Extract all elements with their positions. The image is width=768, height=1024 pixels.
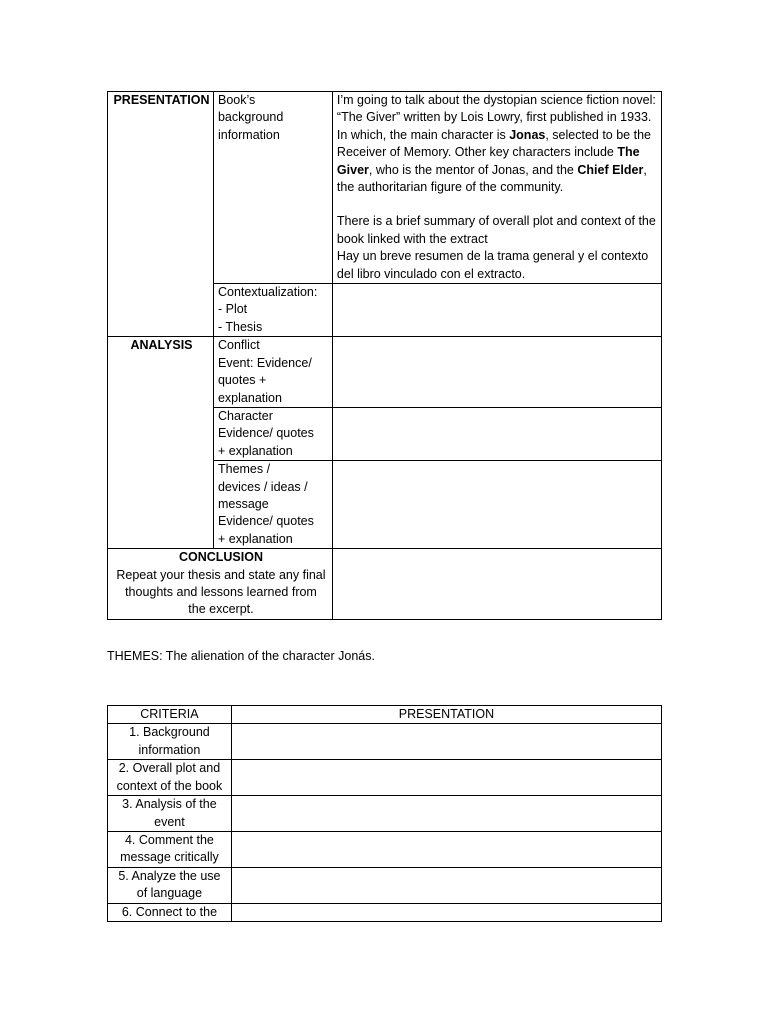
empty-answer-cell[interactable] xyxy=(332,461,661,549)
criteria-label-themes: Themes / devices / ideas / message Evidence/ quotes + explanation xyxy=(213,461,332,549)
table-row xyxy=(108,867,662,903)
empty-answer-cell[interactable] xyxy=(231,903,661,921)
empty-answer-cell[interactable] xyxy=(231,760,661,796)
conclusion-cell: CONCLUSION Repeat your thesis and state any final thoughts and lessons learned from the excerpt. xyxy=(108,549,333,620)
criteria-cell: 2. Overall plot and context of the book xyxy=(108,760,232,796)
criteria-label-character: Character Evidence/ quotes + explanation xyxy=(213,407,332,460)
criteria-cell: 4. Comment the message critically xyxy=(108,832,232,868)
table-row xyxy=(108,903,662,921)
criteria-cell: 3. Analysis of the event xyxy=(108,796,232,832)
table-row xyxy=(108,337,662,408)
themes-line: THEMES: The alienation of the character Jonás. xyxy=(107,649,375,663)
empty-answer-cell[interactable] xyxy=(332,407,661,460)
empty-answer-cell[interactable] xyxy=(332,337,661,408)
empty-answer-cell[interactable] xyxy=(231,832,661,868)
table-row xyxy=(108,760,662,796)
presentation-plan-table xyxy=(107,91,662,620)
criteria-cell: 6. Connect to the xyxy=(108,903,232,921)
table-row xyxy=(108,549,662,620)
empty-answer-cell[interactable] xyxy=(332,284,661,337)
criteria-table xyxy=(107,705,662,922)
empty-answer-cell[interactable] xyxy=(332,549,661,620)
conclusion-heading: CONCLUSION xyxy=(178,550,263,565)
empty-answer-cell[interactable] xyxy=(231,724,661,760)
criteria-cell: 5. Analyze the use of language xyxy=(108,867,232,903)
presentation-heading: PRESENTATION xyxy=(108,92,214,337)
table-row xyxy=(108,796,662,832)
presentation-text-cell: I’m going to talk about the dystopian science fiction novel: “The Giver” written by Lois Lowry, first published in 1933. In which, the main character is Jonas, selected to be the Receiver of Memory. Other key characters include The Giver, who is the mentor of Jonas, and the Chief Elder, the authoritarian figure of the community. There is a brief summary of overall plot and context of the book linked with the extract Hay un breve resumen de la trama general y el contexto del libro vinculado con el extracto. xyxy=(332,92,661,284)
criteria-header: CRITERIA xyxy=(108,706,232,724)
table-header-row xyxy=(108,706,662,724)
criteria-cell: 1. Background information xyxy=(108,724,232,760)
criteria-label-contextualization: Contextualization: - Plot - Thesis xyxy=(213,284,332,337)
empty-answer-cell[interactable] xyxy=(231,867,661,903)
empty-answer-cell[interactable] xyxy=(231,796,661,832)
criteria-label-conflict: Conflict Event: Evidence/ quotes + explanation xyxy=(213,337,332,408)
table-row xyxy=(108,724,662,760)
analysis-heading: ANALYSIS xyxy=(108,337,214,549)
criteria-label-background: Book’s background information xyxy=(213,92,332,284)
table-row xyxy=(108,832,662,868)
table-row xyxy=(108,92,662,284)
presentation-header: PRESENTATION xyxy=(231,706,661,724)
